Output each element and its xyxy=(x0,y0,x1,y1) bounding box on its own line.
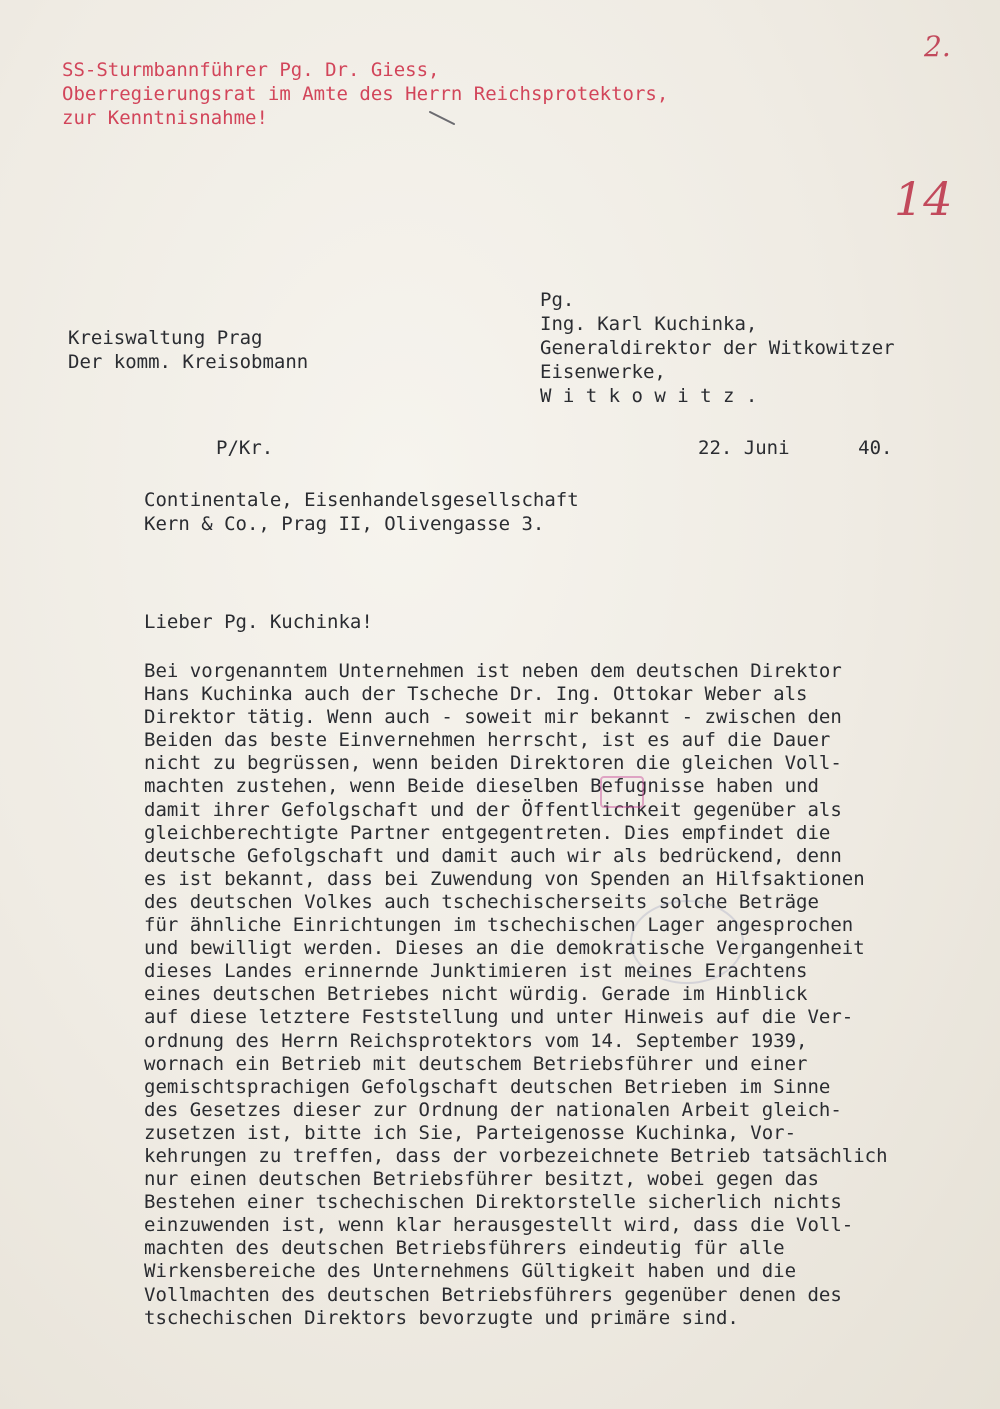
recipient-block xyxy=(540,288,895,408)
reference-code: P/Kr. xyxy=(216,437,274,459)
body-line: Direktor tätig. Wenn auch - soweit mir bekannt - zwischen den xyxy=(144,706,842,729)
body-line: Vollmachten des deutschen Betriebsführers gegenüber denen des xyxy=(144,1283,842,1306)
body-line: auf diese letztere Feststellung und unter Hinweis auf die Ver- xyxy=(144,1006,854,1029)
address-line-2: Kern & Co., Prag II, Olivengasse 3. xyxy=(144,513,545,535)
body-line: es ist bekannt, dass bei Zuwendung von Spenden an Hilfsaktionen xyxy=(144,867,865,890)
recipient-line-2: Ing. Karl Kuchinka, xyxy=(540,313,758,335)
annotation-line-2: Oberregierungsrat im Amte des Herrn Reichsprotektors, xyxy=(62,83,669,105)
sender-line-2: Der komm. Kreisobmann xyxy=(68,351,309,373)
recipient-line-4: Eisenwerke, xyxy=(540,361,666,383)
body-line: tschechischen Direktors bevorzugte und primäre sind. xyxy=(144,1306,739,1329)
body-line: einzuwenden ist, wenn klar herausgestellt wird, dass die Voll- xyxy=(144,1214,854,1237)
body-line: des Gesetzes dieser zur Ordnung der nationalen Arbeit gleich- xyxy=(144,1098,842,1121)
body-line: für ähnliche Einrichtungen im tschechischen Lager angesprochen xyxy=(144,914,854,937)
annotation-line-3: zur Kenntnisnahme! xyxy=(62,107,268,129)
letter-date: 22. Juni 40. xyxy=(698,437,893,459)
body-line: kehrungen zu treffen, dass der vorbezeichnete Betrieb tatsächlich xyxy=(144,1144,888,1167)
address-block xyxy=(144,488,579,536)
address-line-1: Continentale, Eisenhandelsgesellschaft xyxy=(144,489,579,511)
body-line: des deutschen Volkes auch tschechischerseits solche Beträge xyxy=(144,890,819,913)
body-line: dieses Landes erinnernde Junktimieren ist meines Erachtens xyxy=(144,960,808,983)
sender-block xyxy=(68,326,308,374)
body-line: nur einen deutschen Betriebsführer besitzt, wobei gegen das xyxy=(144,1168,819,1191)
body-line: Bestehen einer tschechischen Direktorstelle sicherlich nichts xyxy=(144,1191,842,1214)
body-line: nicht zu begrüssen, wenn beiden Direktoren die gleichen Voll- xyxy=(144,752,842,775)
body-line: Beiden das beste Einvernehmen herrscht, ist es auf die Dauer xyxy=(144,729,831,752)
recipient-line-5: W i t k o w i t z . xyxy=(540,385,758,407)
body-line: damit ihrer Gefolgschaft und der Öffentlichkeit gegenüber als xyxy=(144,798,842,821)
annotation-line-1: SS-Sturmbannführer Pg. Dr. Giess, xyxy=(62,59,440,81)
red-annotation xyxy=(62,58,668,130)
body-line: gleichberechtigte Partner entgegentreten. Dies empfindet die xyxy=(144,821,831,844)
faint-seal-shadow xyxy=(630,900,744,984)
body-line: deutsche Gefolgschaft und damit auch wir als bedrückend, denn xyxy=(144,844,842,867)
body-line: Wirkensbereiche des Unternehmens Gültigkeit haben und die xyxy=(144,1260,797,1283)
body-line: Hans Kuchinka auch der Tscheche Dr. Ing. Ottokar Weber als xyxy=(144,683,808,706)
pen-stroke-mark xyxy=(428,108,458,128)
recipient-line-1: Pg. xyxy=(540,289,575,311)
faint-stamp-mark xyxy=(600,776,644,808)
body-line: wornach ein Betrieb mit deutschem Betriebsführer und einer xyxy=(144,1052,808,1075)
body-line: eines deutschen Betriebes nicht würdig. Gerade im Hinblick xyxy=(144,983,808,1006)
handwritten-page-number: 2. xyxy=(924,30,951,63)
body-line: gemischtsprachigen Gefolgschaft deutschen Betrieben im Sinne xyxy=(144,1075,831,1098)
body-line: Bei vorgenanntem Unternehmen ist neben dem deutschen Direktor xyxy=(144,660,842,682)
letter-body xyxy=(144,660,964,1330)
sender-line-1: Kreiswaltung Prag xyxy=(68,327,263,349)
body-line: ordnung des Herrn Reichsprotektors vom 14. September 1939, xyxy=(144,1029,808,1052)
recipient-line-3: Generaldirektor der Witkowitzer xyxy=(540,337,895,359)
body-line: machten des deutschen Betriebsführers eindeutig für alle xyxy=(144,1237,785,1260)
handwritten-folio-number: 14 xyxy=(894,172,953,226)
body-line: und bewilligt werden. Dieses an die demokratische Vergangenheit xyxy=(144,937,865,960)
salutation: Lieber Pg. Kuchinka! xyxy=(144,611,373,633)
body-line: zusetzen ist, bitte ich Sie, Parteigenosse Kuchinka, Vor- xyxy=(144,1121,797,1144)
body-line: machten zustehen, wenn Beide dieselben Befugnisse haben und xyxy=(144,775,819,798)
